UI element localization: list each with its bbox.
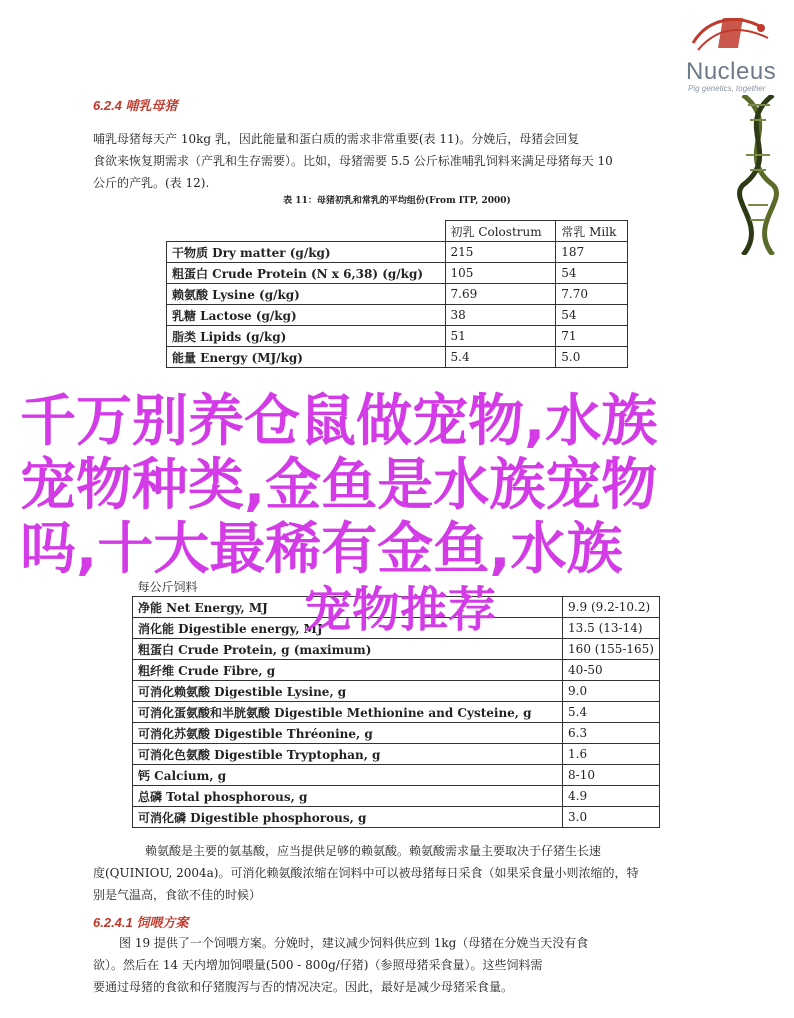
table-cell: 可消化磷 Digestible phosphorous, g bbox=[133, 807, 563, 828]
table-cell: 38 bbox=[445, 305, 556, 326]
table-row bbox=[167, 347, 628, 368]
paragraph-line: 图 19 提供了一个饲喂方案。分娩时，建议减少饲料供应到 1kg（母猪在分娩当天没有食 bbox=[119, 936, 589, 950]
table-cell: 8-10 bbox=[563, 765, 660, 786]
table-cell: 4.9 bbox=[563, 786, 660, 807]
table-row bbox=[133, 786, 660, 807]
headline-line: 吗,十大最稀有金鱼,水族 bbox=[20, 517, 623, 582]
table-cell: 乳糖 Lactose (g/kg) bbox=[167, 305, 446, 326]
table-cell: 5.0 bbox=[556, 347, 628, 368]
paragraph-line: 欲）。然后在 14 天内增加饲喂量(500 - 800g/仔猪)（参照母猪采食量）。这些饲料需 bbox=[93, 958, 543, 972]
table-header-cell: 常乳 Milk bbox=[556, 221, 628, 242]
table-cell: 脂类 Lipids (g/kg) bbox=[167, 326, 446, 347]
section-paragraph bbox=[93, 932, 713, 998]
paragraph-line: 别是气温高，食欲不佳的时候） bbox=[93, 888, 262, 902]
table-cell: 54 bbox=[556, 263, 628, 284]
table-cell: 3.0 bbox=[563, 807, 660, 828]
table-cell: 7.69 bbox=[445, 284, 556, 305]
paragraph-line: 公斤的产乳。(表 12). bbox=[93, 176, 210, 190]
table-cell: 105 bbox=[445, 263, 556, 284]
table-cell: 1.6 bbox=[563, 744, 660, 765]
milk-composition-table bbox=[166, 220, 628, 368]
headline-line: 宠物推荐 bbox=[303, 582, 496, 638]
paragraph-line: 赖氨酸是主要的氨基酸，应当提供足够的赖氨酸。赖氨酸需求量主要取决于仔猪生长速 bbox=[145, 844, 602, 858]
table-row bbox=[167, 326, 628, 347]
table-row bbox=[133, 744, 660, 765]
table-cell: 粗纤维 Crude Fibre, g bbox=[133, 660, 563, 681]
table-row bbox=[133, 723, 660, 744]
table-cell: 粗蛋白 Crude Protein, g (maximum) bbox=[133, 639, 563, 660]
paragraph-line: 哺乳母猪每天产 10kg 乳，因此能量和蛋白质的需求非常重要(表 11)。分娩后，母猪会回复 bbox=[93, 132, 580, 146]
table-cell: 13.5 (13-14) bbox=[563, 618, 660, 639]
paragraph-line: 要通过母猪的食欲和仔猪腹泻与否的情况决定。因此，最好是减少母猪采食量。 bbox=[93, 980, 514, 994]
table-cell: 钙 Calcium, g bbox=[133, 765, 563, 786]
table-row bbox=[167, 242, 628, 263]
table-cell: 干物质 Dry matter (g/kg) bbox=[167, 242, 446, 263]
table-row bbox=[167, 284, 628, 305]
table-row bbox=[133, 765, 660, 786]
logo-name: Nucleus bbox=[686, 58, 777, 85]
table-row bbox=[167, 305, 628, 326]
table-cell: 54 bbox=[556, 305, 628, 326]
table-cell: 7.70 bbox=[556, 284, 628, 305]
table-cell: 5.4 bbox=[563, 702, 660, 723]
section-title: 6.2.4 哺乳母猪 bbox=[93, 98, 178, 113]
headline-line: 千万别养仓鼠做宠物,水族 bbox=[20, 389, 658, 454]
section-title: 6.2.4.1 饲喂方案 bbox=[93, 915, 189, 930]
table-row bbox=[133, 702, 660, 723]
table-header-row bbox=[167, 221, 628, 242]
table-caption: 表 11：母猪初乳和常乳的平均组份(From ITP, 2000) bbox=[283, 196, 511, 206]
table-cell: 赖氨酸 Lysine (g/kg) bbox=[167, 284, 446, 305]
table-header-cell bbox=[167, 221, 446, 242]
table-cell: 粗蛋白 Crude Protein (N x 6,38) (g/kg) bbox=[167, 263, 446, 284]
paragraph-line: 度(QUINIOU, 2004a)。可消化赖氨酸浓缩在饲料中可以被母猪每日采食（如果采食量小则浓缩的，特 bbox=[93, 866, 639, 880]
table-cell: 总磷 Total phosphorous, g bbox=[133, 786, 563, 807]
overlay-headline bbox=[20, 390, 780, 638]
logo-tagline: Pig genetics, together bbox=[688, 84, 766, 93]
table-cell: 消化能 Digestible energy, MJ bbox=[133, 618, 563, 639]
table-cell: 可消化苏氨酸 Digestible Thréonine, g bbox=[133, 723, 563, 744]
table-cell: 可消化赖氨酸 Digestible Lysine, g bbox=[133, 681, 563, 702]
headline-line: 宠物种类,金鱼是水族宠物 bbox=[20, 453, 658, 518]
table-cell: 6.3 bbox=[563, 723, 660, 744]
table-cell: 51 bbox=[445, 326, 556, 347]
table-row bbox=[133, 660, 660, 681]
table-header-cell: 每公斤饲料 bbox=[133, 576, 660, 597]
table-header-cell: 初乳 Colostrum bbox=[445, 221, 556, 242]
paragraph-line: 食欲来恢复期需求（产乳和生存需要）。比如，母猪需要 5.5 公斤标准哺乳饲料来满足母猪每天 10 bbox=[93, 154, 613, 168]
table-cell: 215 bbox=[445, 242, 556, 263]
table-cell: 可消化色氨酸 Digestible Tryptophan, g bbox=[133, 744, 563, 765]
table-cell: 净能 Net Energy, MJ bbox=[133, 597, 563, 618]
table-cell: 9.0 bbox=[563, 681, 660, 702]
table-row bbox=[167, 263, 628, 284]
table-cell: 可消化蛋氨酸和半胱氨酸 Digestible Methionine and Cysteine, g bbox=[133, 702, 563, 723]
table-cell: 187 bbox=[556, 242, 628, 263]
table-cell: 71 bbox=[556, 326, 628, 347]
section-paragraph bbox=[93, 128, 708, 194]
table-row bbox=[133, 681, 660, 702]
table-cell: 5.4 bbox=[445, 347, 556, 368]
table-cell: 能量 Energy (MJ/kg) bbox=[167, 347, 446, 368]
table-row bbox=[133, 639, 660, 660]
section-paragraph bbox=[93, 840, 713, 906]
dna-helix-icon bbox=[728, 95, 788, 255]
table-cell: 160 (155-165) bbox=[563, 639, 660, 660]
table-cell: 9.9 (9.2-10.2) bbox=[563, 597, 660, 618]
table-row bbox=[133, 807, 660, 828]
table-cell: 40-50 bbox=[563, 660, 660, 681]
